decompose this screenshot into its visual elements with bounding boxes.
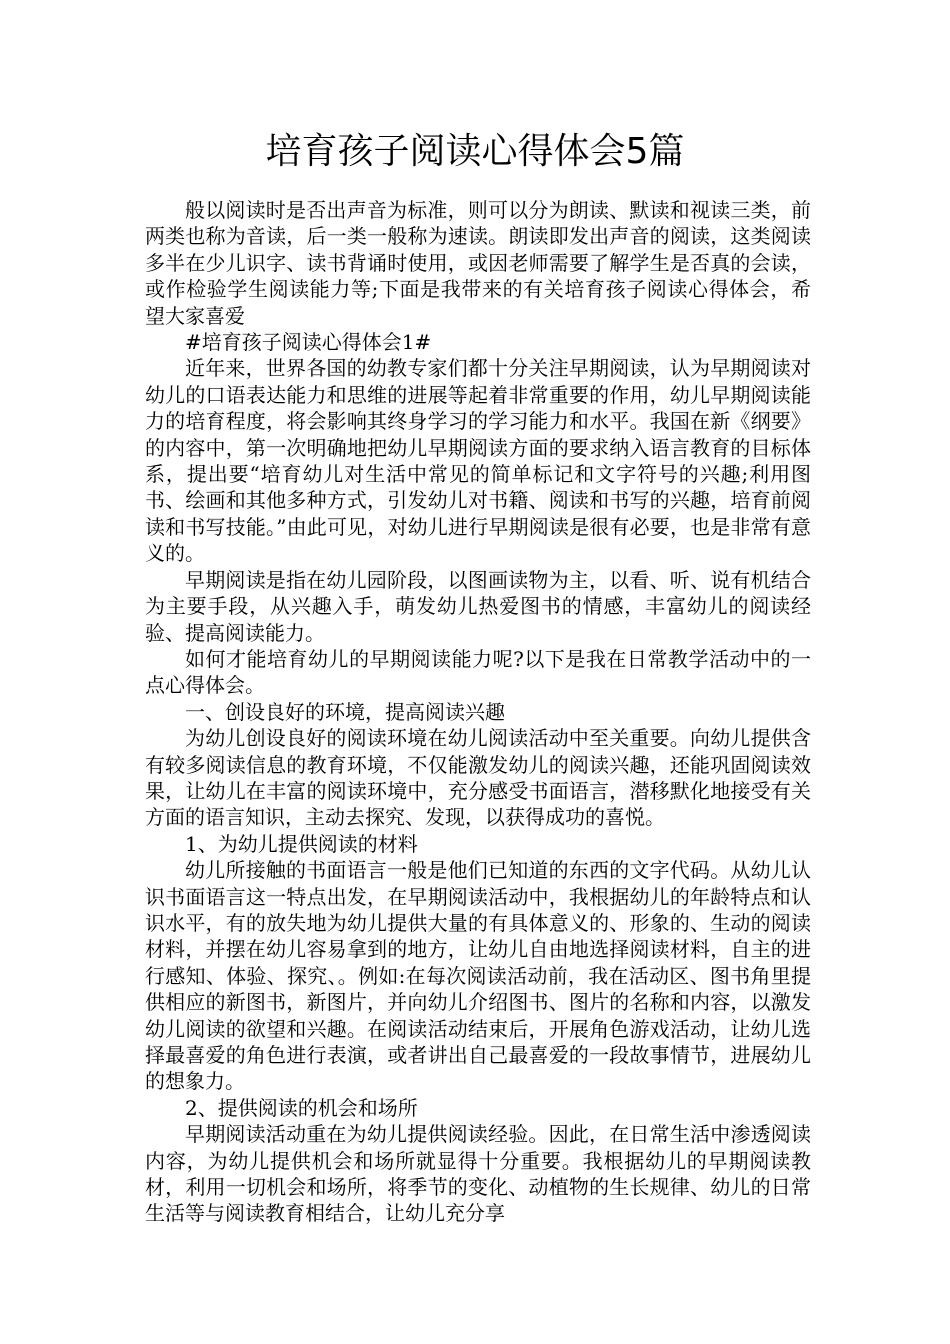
section-heading-1: #培育孩子阅读心得体会1# xyxy=(185,330,432,355)
subheading: 2、提供阅读的机会和场所 xyxy=(185,1095,418,1120)
document-body xyxy=(145,197,811,1227)
paragraph: 早期阅读是指在幼儿园阶段，以图画读物为主，以看、听、说有机结合为主要手段，从兴趣入手，萌发幼儿热爱图书的情感，丰富幼儿的阅读经验、提高阅读能力。 xyxy=(145,567,811,645)
paragraph: 早期阅读活动重在为幼儿提供阅读经验。因此，在日常生活中渗透阅读内容，为幼儿提供机会和场所就显得十分重要。我根据幼儿的早期阅读教材，利用一切机会和场所，将季节的变化、动植物的生长规律、幼儿的日常生活等与阅读教育相结合，让幼儿充分享 xyxy=(145,1122,811,1226)
subheading: 1、为幼儿提供阅读的材料 xyxy=(185,831,418,856)
paragraph: 幼儿所接触的书面语言一般是他们已知道的东西的文字代码。从幼儿认识书面语言这一特点出发，在早期阅读活动中，我根据幼儿的年龄特点和认识水平，有的放失地为幼儿提供大量的有具体意义的、形象的、生动的阅读材料，并摆在幼儿容易拿到的地方，让幼儿自由地选择阅读材料，自主的进行感知、体验、探究、。例如:在每次阅读活动前，我在活动区、图书角里提供相应的新图书，新图片，并向幼儿介绍图书、图片的名称和内容，以激发幼儿阅读的欲望和兴趣。在阅读活动结束后，开展角色游戏活动，让幼儿选择最喜爱的角色进行表演，或者讲出自己最喜爱的一段故事情节，进展幼儿的想象力。 xyxy=(145,858,811,1094)
paragraph: 为幼儿创设良好的阅读环境在幼儿阅读活动中至关重要。向幼儿提供含有较多阅读信息的教育环境，不仅能激发幼儿的阅读兴趣，还能巩固阅读效果，让幼儿在丰富的阅读环境中，充分感受书面语言，潜移默化地接受有关方面的语言知识，主动去探究、发现，以获得成功的喜悦。 xyxy=(145,726,811,830)
paragraph: 近年来，世界各国的幼教专家们都十分关注早期阅读，认为早期阅读对幼儿的口语表达能力和思维的进展等起着非常重要的作用，幼儿早期阅读能力的培育程度，将会影响其终身学习的学习能力和水平。我国在新《纲要》的内容中，第一次明确地把幼儿早期阅读方面的要求纳入语言教育的目标体系，提出要“培育幼儿对生活中常见的简单标记和文字符号的兴趣;利用图书、绘画和其他多种方式，引发幼儿对书籍、阅读和书写的兴趣，培育前阅读和书写技能。”由此可见，对幼儿进行早期阅读是很有必要，也是非常有意义的。 xyxy=(145,356,811,566)
document-title: 培育孩子阅读心得体会5篇 xyxy=(265,131,685,172)
subheading: 一、创设良好的环境，提高阅读兴趣 xyxy=(185,699,505,724)
paragraph-intro: 般以阅读时是否出声音为标准，则可以分为朗读、默读和视读三类，前两类也称为音读，后一类一般称为速读。朗读即发出声音的阅读，这类阅读多半在少儿识字、读书背诵时使用，或因老师需要了解学生是否真的会读，或作检验学生阅读能力等;下面是我带来的有关培育孩子阅读心得体会，希望大家喜爱 xyxy=(145,198,811,328)
paragraph: 如何才能培育幼儿的早期阅读能力呢?以下是我在日常教学活动中的一点心得体会。 xyxy=(145,646,811,698)
